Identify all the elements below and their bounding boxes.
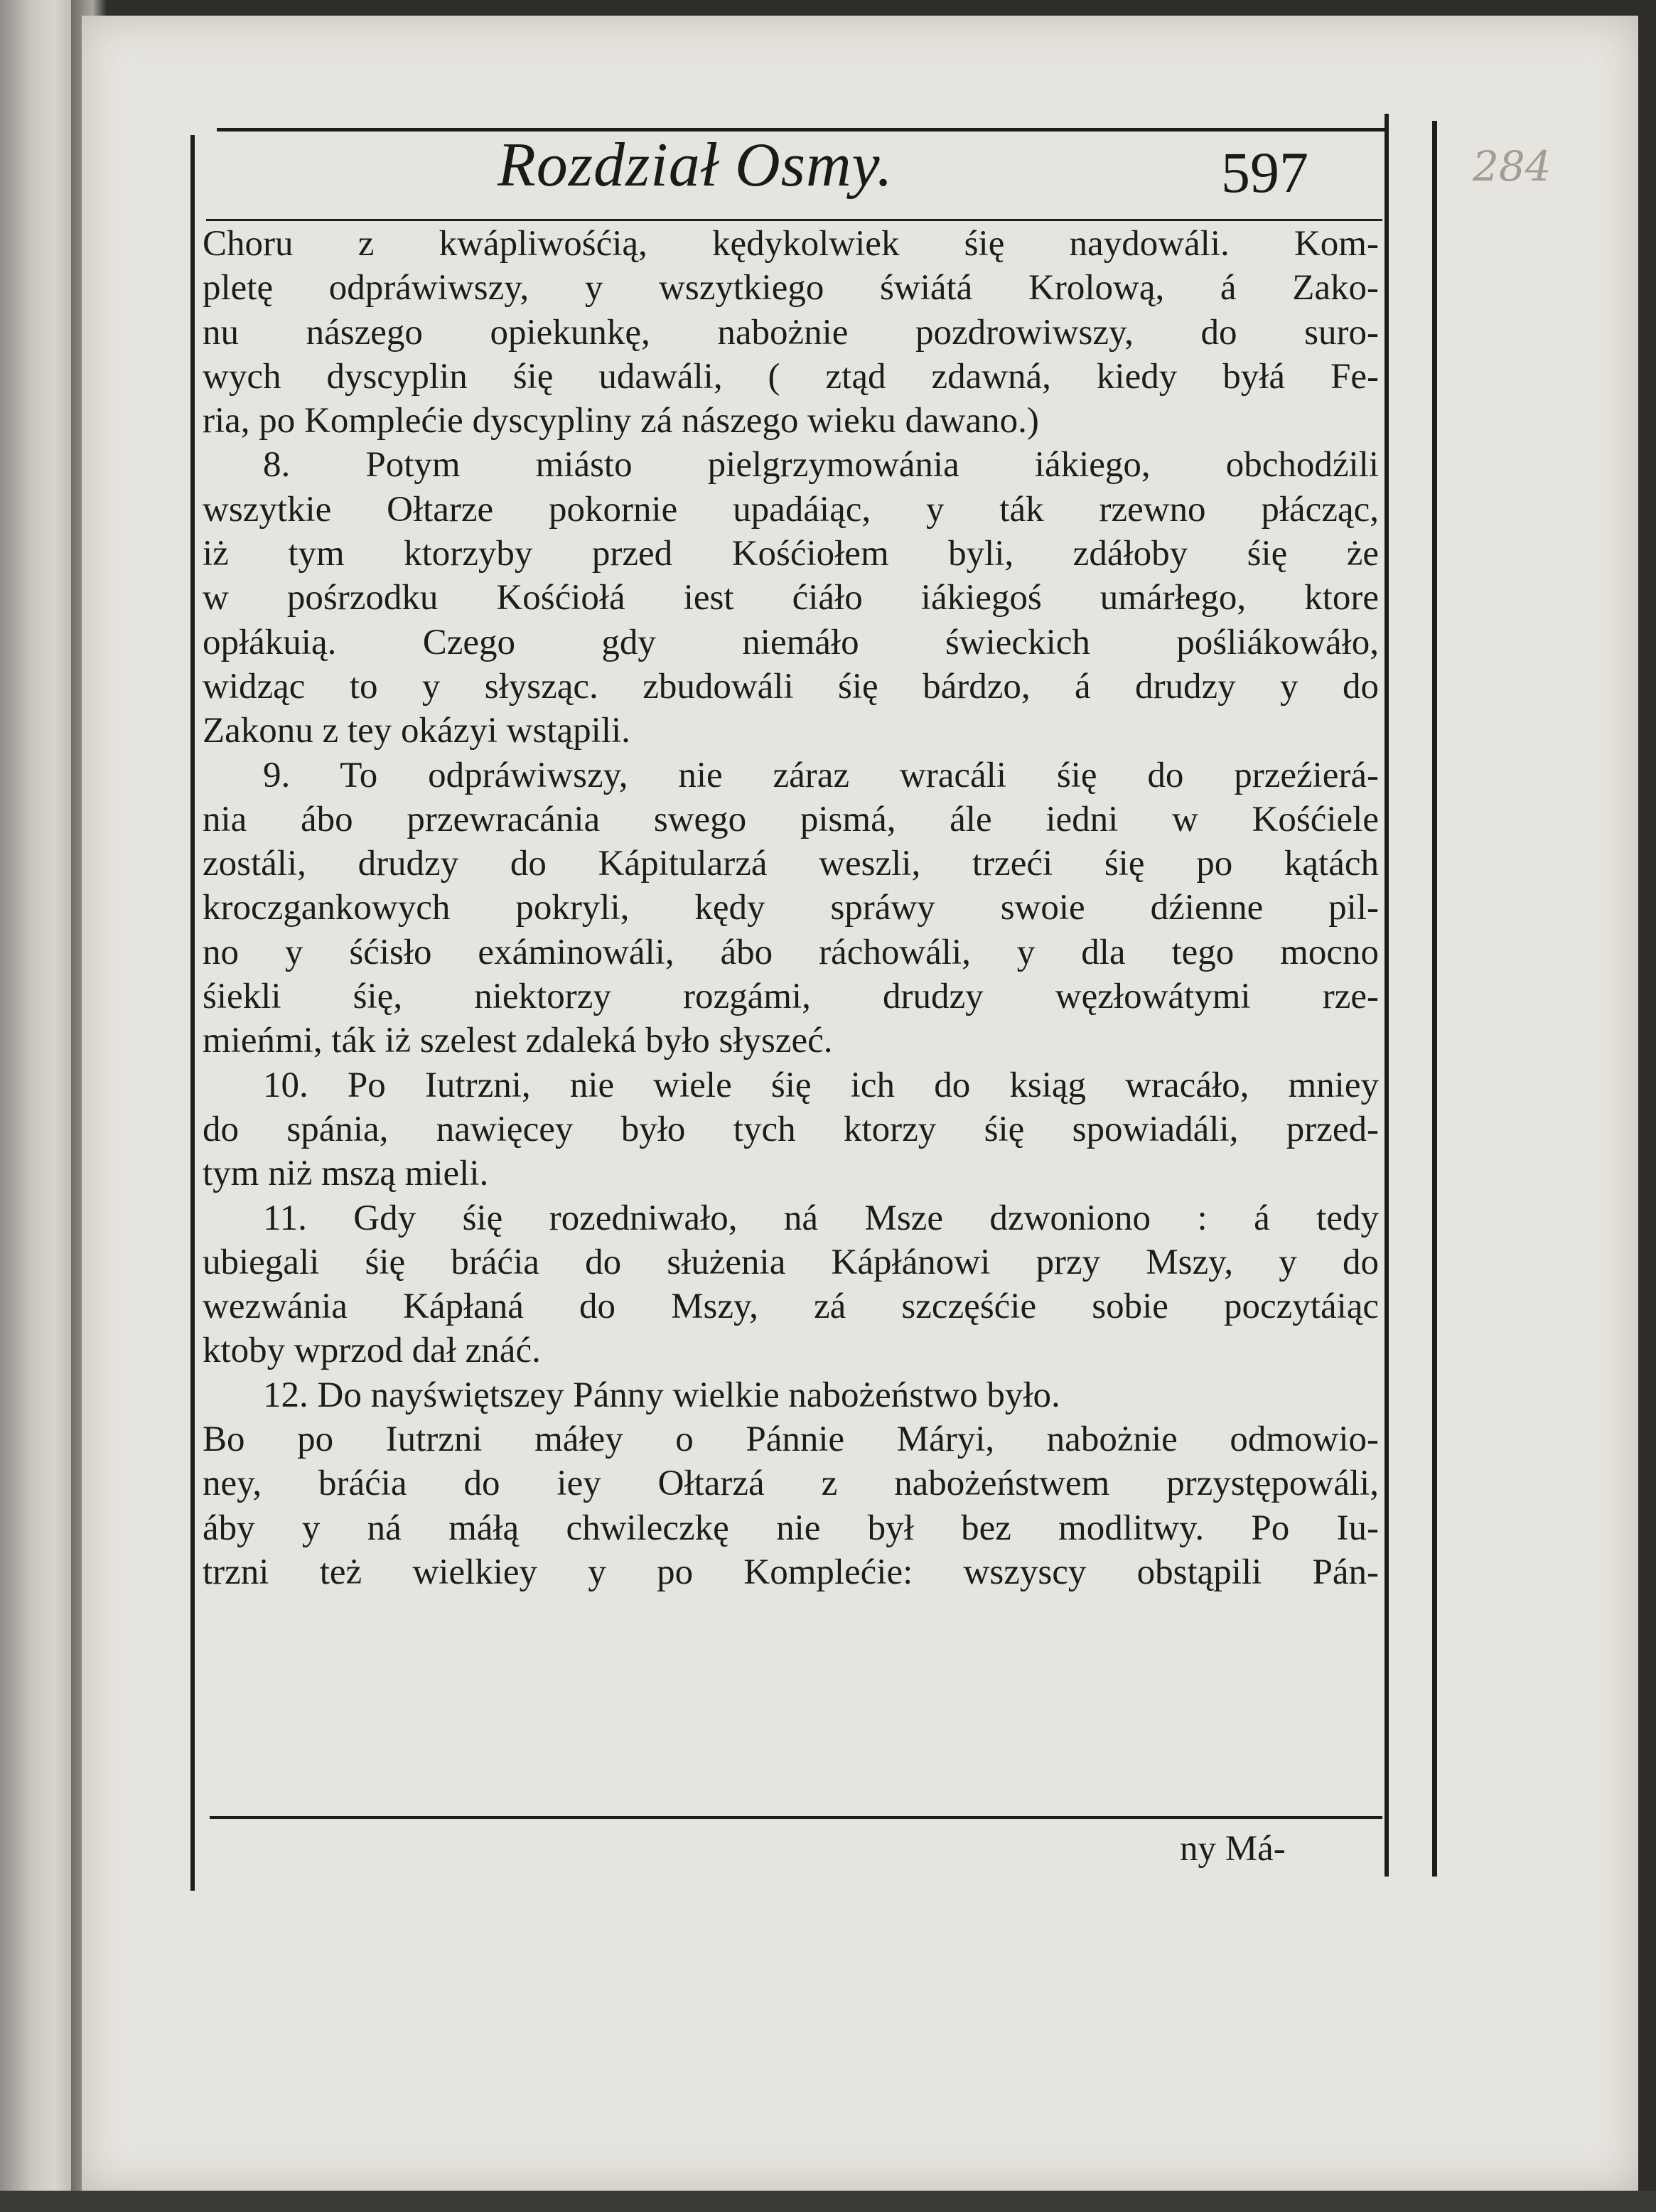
body-text [203, 222, 1382, 1594]
page-number: 597 [1221, 140, 1308, 205]
text-line-content: tym niż mszą mieli. [203, 1154, 489, 1194]
text-line [203, 1417, 1382, 1461]
text-line-content: ney, bráćia do iey Ołtarzá z nabożeństwem przystępowáli, [203, 1464, 1379, 1504]
text-line-content: pletę odpráwiwszy, y wszytkiego świátá Krolową, á Zako- [203, 268, 1379, 308]
text-line-content: wezwánia Kápłaná do Mszy, zá szczęśćie sobie poczytáiąc [203, 1287, 1380, 1327]
text-line [203, 355, 1382, 399]
frame-right-rule [1385, 114, 1389, 1877]
text-line-content: Zakonu z tey okázyi wstąpili. [203, 711, 630, 751]
text-line-content: nu nászego opiekunkę, nabożnie pozdrowiwszy, do suro- [203, 312, 1379, 353]
text-line-content: śiekli śię, niektorzy rozgámi, drudzy węzłowátymi rze- [203, 977, 1379, 1017]
text-line [203, 842, 1382, 886]
text-line-content: ria, po Komplećie dyscypliny zá nászego wieku dawano.) [203, 401, 1039, 441]
text-line-content: wszytkie Ołtarze pokornie upadáiąc, y ták rzewno płácząc, [203, 489, 1379, 530]
text-line-content: Choru z kwápliwośćią, kędykolwiek śię naydowáli. Kom- [203, 224, 1379, 264]
text-line [203, 1328, 1382, 1373]
text-line [203, 930, 1382, 975]
text-line-content: 11. Gdy śię rozedniwało, ná Msze dzwoniono : á tedy [263, 1198, 1379, 1238]
frame-left-rule [190, 135, 195, 1891]
text-line [203, 975, 1382, 1019]
text-line [203, 1151, 1382, 1196]
text-line [203, 311, 1382, 355]
text-line-content: do spánia, nawięcey było tych ktorzy śię spowiadáli, przed- [203, 1109, 1379, 1149]
text-line [203, 1019, 1382, 1063]
text-line [203, 266, 1382, 310]
text-line-content: w pośrzodku Kośćiołá iest ćiáło iákiegoś umárłego, ktore [203, 578, 1379, 618]
text-line-content: ubiegali śię bráćia do służenia Kápłánowi przy Mszy, y do [203, 1242, 1379, 1282]
text-line-content: mieńmi, ták iż szelest zdaleká było słyszeć. [203, 1021, 833, 1061]
text-line [203, 665, 1382, 709]
frame-bottom-rule [210, 1816, 1382, 1819]
text-line-content: Bo po Iutrzni máłey o Pánnie Máryi, nabożnie odmowio- [203, 1419, 1379, 1460]
text-line-content: 8. Potym miásto pielgrzymowánia iákiego, obchodźili [263, 445, 1380, 485]
text-line-content: 10. Po Iutrzni, nie wiele śię ich do ksiąg wracáło, mniey [263, 1065, 1379, 1105]
text-line [203, 1196, 1382, 1240]
running-title: Rozdział Osmy. [498, 131, 893, 200]
text-line [203, 399, 1382, 443]
text-line-content: zostáli, drudzy do Kápitularzá weszli, trzeći śię po kątách [203, 844, 1379, 884]
text-line-content: nia ábo przewracánia swego pismá, ále iedni w Kośćiele [203, 799, 1379, 839]
text-line-content: no y śćisło exáminowáli, ábo ráchowáli, y dla tego mocno [203, 932, 1379, 972]
text-line-content: 9. To odpráwiwszy, nie záraz wracáli śię do przeźierá- [263, 755, 1380, 795]
text-line [203, 886, 1382, 930]
text-line [203, 1506, 1382, 1550]
left-page-edge [0, 0, 78, 2212]
text-line-content: 12. Do nayświętszey Pánny wielkie nabożeństwo było. [263, 1375, 1060, 1415]
text-line [203, 1461, 1382, 1505]
text-line-content: áby y ná máłą chwileczkę nie był bez modlitwy. Po Iu- [203, 1508, 1379, 1548]
text-line-content: opłákuią. Czego gdy niemáło świeckich pośliákowáło, [203, 622, 1379, 662]
text-line [203, 1284, 1382, 1328]
text-line [203, 488, 1382, 532]
pencil-margin-note: 284 [1473, 142, 1552, 190]
text-line [203, 443, 1382, 487]
text-line [203, 1373, 1382, 1417]
text-line-content: kroczgankowych pokryli, kędy spráwy swoie dźienne pil- [203, 888, 1380, 928]
text-line-content: trzni też wielkiey y po Komplećie: wszyscy obstąpili Pán- [203, 1552, 1380, 1592]
text-line [203, 222, 1382, 266]
text-line-content: widząc to y słysząc. zbudowáli śię bárdzo, á drudzy y do [203, 666, 1379, 707]
text-line [203, 576, 1382, 620]
background-strip [0, 2191, 1656, 2212]
text-line [203, 1550, 1382, 1594]
frame-outer-rule [1432, 121, 1437, 1877]
text-line [203, 709, 1382, 753]
text-line-content: ktoby wprzod dał znáć. [203, 1331, 541, 1371]
text-line [203, 1107, 1382, 1151]
header-rule [206, 219, 1382, 221]
text-line [203, 1240, 1382, 1284]
text-line [203, 532, 1382, 576]
text-line-content: iż tym ktorzyby przed Kośćiołem byli, zdáłoby śię że [203, 534, 1380, 574]
text-line [203, 1063, 1382, 1107]
text-line [203, 621, 1382, 665]
text-line [203, 798, 1382, 842]
text-line-content: wych dyscyplin śię udawáli, ( ztąd zdawná, kiedy byłá Fe- [203, 356, 1379, 397]
catchword: ny Má- [1180, 1829, 1286, 1869]
text-line [203, 753, 1382, 798]
